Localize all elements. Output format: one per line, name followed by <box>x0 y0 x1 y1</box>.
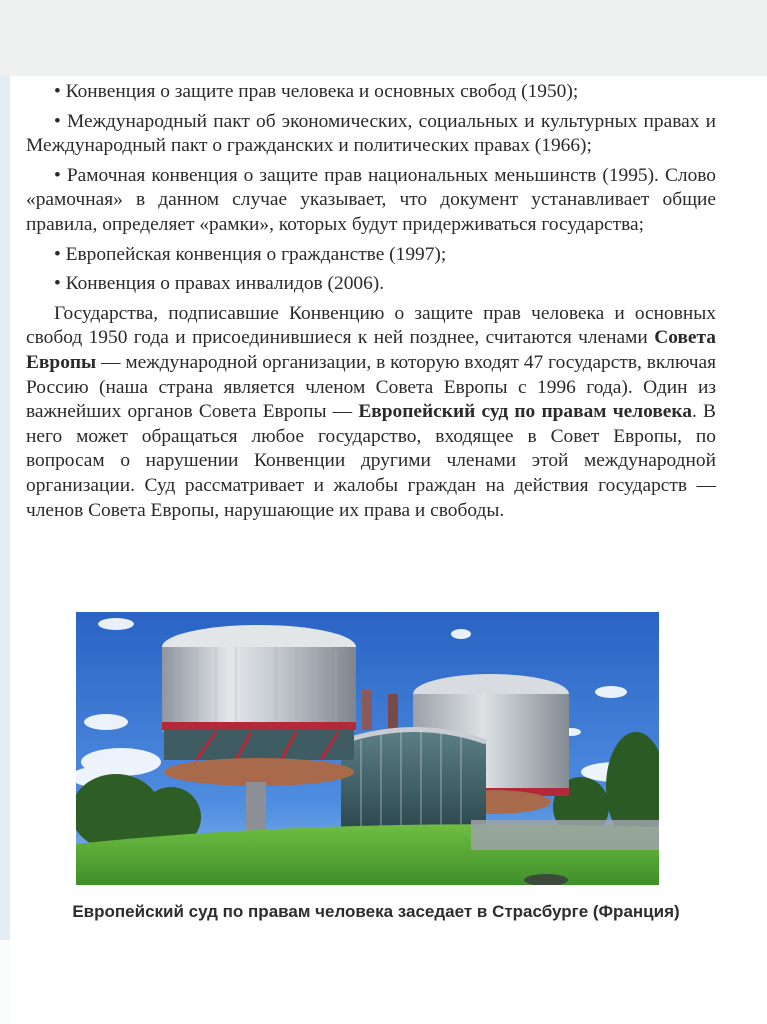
bullet-framework-convention-1995: • Рамочная конвенция о защите прав национальных меньшинств (1995). Слово «рамочная» в данном случае указывает, что документ устанавливает общие правила, определяет «рамки», которых будут придерживаться государства; <box>26 164 716 235</box>
court-building-photo <box>76 612 659 885</box>
bullet-disability-convention-2006: • Конвенция о правах инвалидов (2006). <box>54 273 385 295</box>
body-text <box>26 80 716 523</box>
term-council-of-europe: Совета Европы <box>26 327 716 373</box>
paragraph-text-1: Государства, подписавшие Конвенцию о защите прав человека и основных свобод 1950 года и присоединившиеся к ней позднее, считаются членами <box>26 302 716 349</box>
bullet-nationality-convention-1997: • Европейская конвенция о гражданстве (1997); <box>54 243 447 265</box>
bullet-covenants-1966: • Международный пакт об экономических, социальных и культурных правах и Международный пакт о гражданских и политических правах (1966); <box>26 110 716 157</box>
bullet-convention-1950: • Конвенция о защите прав человека и основных свобод (1950); <box>54 81 579 102</box>
term-european-court: Европейский суд по правам человека <box>358 401 692 423</box>
left-accent-bar <box>0 76 10 940</box>
paragraph-text-2: — международной организации, в которую входят 47 государств, включая Россию (наша страна является членом Совета Европы с 1996 года). Один из важнейших органов Совета Европы — <box>26 351 716 423</box>
photo-caption: Европейский суд по правам человека заседает в Страсбурге (Франция) <box>72 902 680 921</box>
top-margin <box>0 0 767 76</box>
main-paragraph <box>26 302 716 523</box>
paragraph-text-3: . В него может обращаться любое государство, входящее в Совет Европы, по вопросам о нарушении Конвенции другими членами этой международной организации. Суд рассматривает и жалобы граждан на действия государств — членов Совета Европы, нарушающие их права и свободы. <box>26 401 716 521</box>
